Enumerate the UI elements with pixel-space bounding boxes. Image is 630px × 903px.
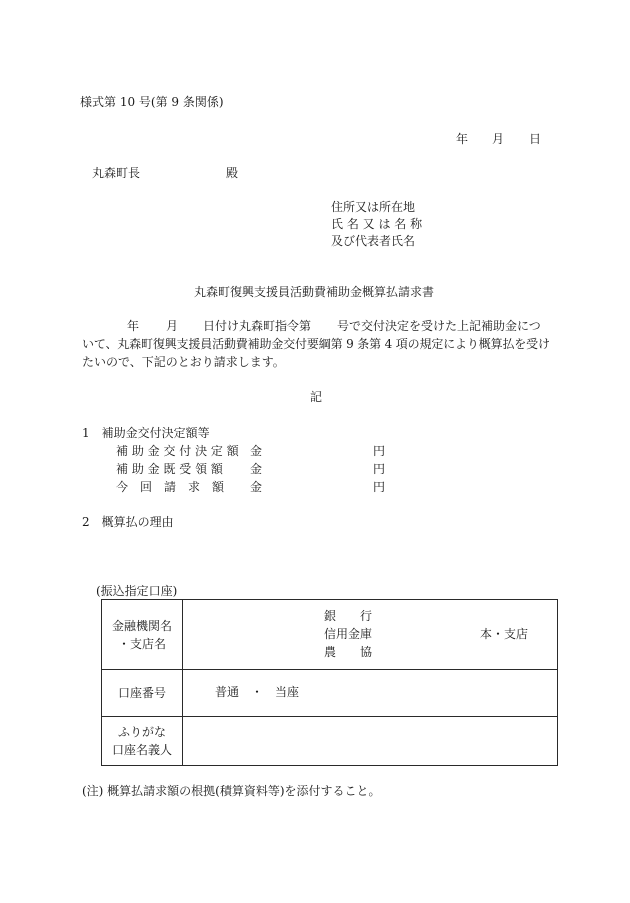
section2-heading: 2 概算払の理由 xyxy=(82,515,174,529)
account-row xyxy=(102,670,558,717)
institution-label-2: ・支店名 xyxy=(117,636,166,651)
row-kin: 金 xyxy=(250,480,263,494)
holder-label-cell xyxy=(102,717,183,766)
holder-row xyxy=(102,717,558,766)
ki-marker: 記 xyxy=(310,390,323,404)
row-kin: 金 xyxy=(250,462,263,476)
row-yen: 円 xyxy=(373,462,386,476)
row-kin: 金 xyxy=(250,444,263,458)
body-year: 年 xyxy=(127,319,140,333)
body-line-3: たいので、下記のとおり請求します。 xyxy=(82,355,285,369)
applicant-representative-label: 及び代表者氏名 xyxy=(331,234,416,248)
body-text-2: 号で交付決定を受けた上記補助金につ xyxy=(337,319,541,333)
row-label: 補 助 金 交 付 決 定 額 xyxy=(116,444,239,458)
bank-type-nokyo: 農 協 xyxy=(324,645,373,659)
date-day: 日 xyxy=(529,132,542,146)
applicant-address-label: 住所又は所在地 xyxy=(331,200,416,214)
date-year: 年 xyxy=(456,132,469,146)
body-line-2: いて、丸森町復興支援員活動費補助金交付要綱第 9 条第 4 項の規定により概算払を受け xyxy=(82,337,550,351)
section1-heading: 1 補助金交付決定額等 xyxy=(82,426,210,440)
bank-type-bank: 銀 行 xyxy=(324,609,373,623)
body-month: 月 xyxy=(166,319,179,333)
applicant-name-label: 氏 名 又 は 名 称 xyxy=(331,217,423,231)
institution-value-cell[interactable] xyxy=(183,600,558,670)
institution-label-1: 金融機関名 xyxy=(111,618,172,633)
addressee-name: 丸森町長 xyxy=(92,166,141,180)
row-yen: 円 xyxy=(373,480,386,494)
form-number: 様式第 10 号(第 9 条関係) xyxy=(80,95,224,109)
body-text-1: 日付け丸森町指令第 xyxy=(203,319,312,333)
institution-label-cell xyxy=(102,600,183,670)
row-label: 今 回 請 求 額 xyxy=(116,480,225,494)
account-label: 口座番号 xyxy=(117,686,166,700)
holder-label-1: ふりがな xyxy=(117,725,166,739)
holder-label-2: 口座名義人 xyxy=(111,743,172,757)
account-types: 普通 ・ 当座 xyxy=(215,685,300,699)
row-label: 補 助 金 既 受 領 額 xyxy=(116,462,223,476)
footnote: (注) 概算払請求額の根拠(積算資料等)を添付すること。 xyxy=(82,784,381,798)
bank-type-shinkin: 信用金庫 xyxy=(324,627,373,641)
institution-row xyxy=(102,600,558,670)
document-title: 丸森町復興支援員活動費補助金概算払請求書 xyxy=(194,285,435,299)
holder-value-cell[interactable] xyxy=(183,717,558,766)
account-value-cell[interactable] xyxy=(183,670,558,717)
bank-account-table xyxy=(101,599,558,766)
branch-label: 本・支店 xyxy=(480,627,529,641)
date-month: 月 xyxy=(492,132,505,146)
row-yen: 円 xyxy=(373,444,386,458)
account-label-cell xyxy=(102,670,183,717)
addressee-honorific: 殿 xyxy=(226,166,239,180)
bank-table-caption: (振込指定口座) xyxy=(96,584,178,598)
